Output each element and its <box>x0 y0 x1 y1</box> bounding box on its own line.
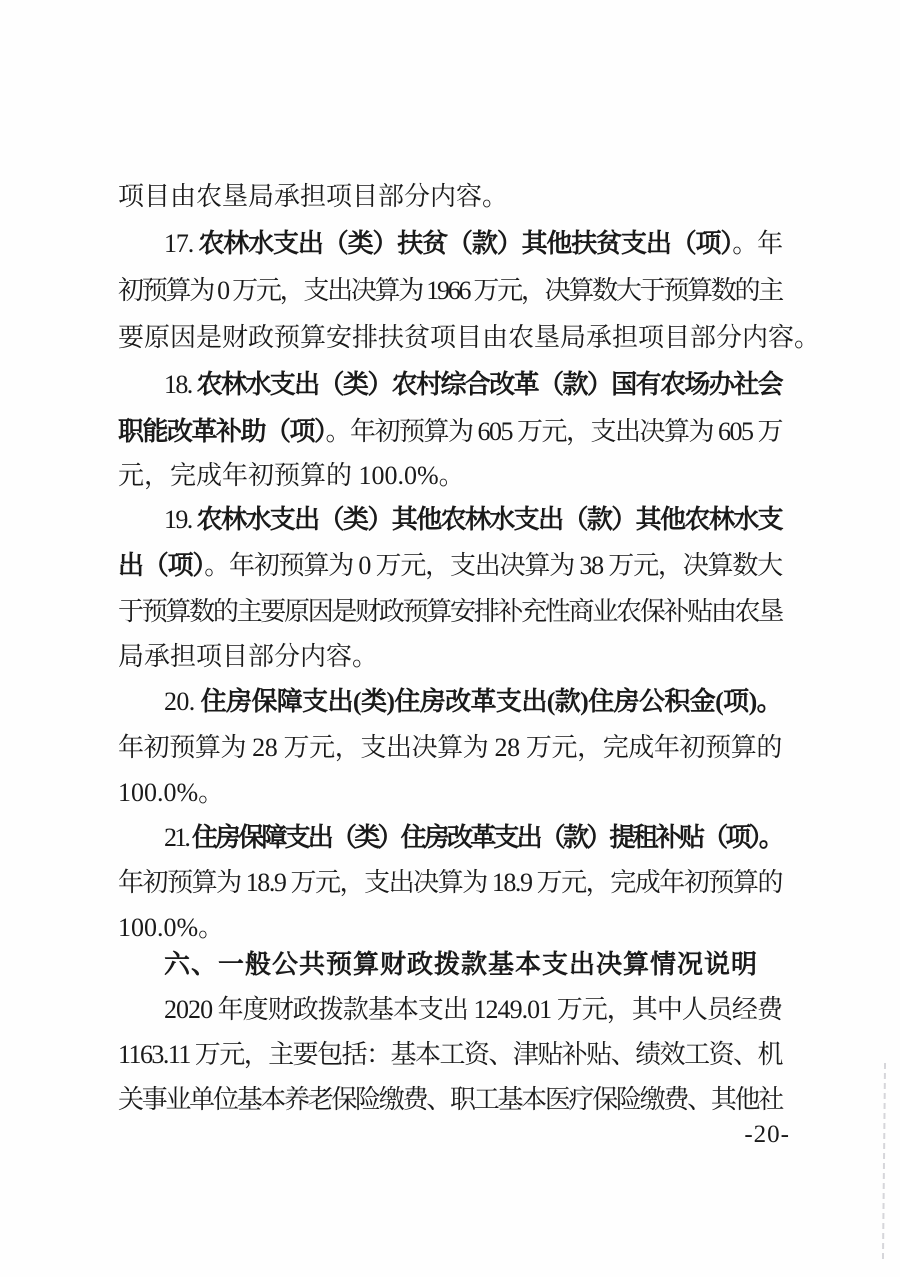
line-content <box>164 947 758 983</box>
text-line <box>118 594 782 630</box>
text-line <box>118 775 782 811</box>
text-line <box>118 367 782 403</box>
text-segment: 农林水支出（类）其他农林水支出（款）其他农林水支 <box>196 505 782 534</box>
text-segment: 职能改革补助（项） <box>118 417 326 446</box>
line-content <box>118 548 782 584</box>
line-content <box>118 414 782 450</box>
text-segment: 六、一般公共预算财政拨款基本支出决算情况说明 <box>164 950 759 979</box>
line-content <box>164 226 782 262</box>
text-segment: 21. <box>164 823 192 852</box>
text-segment: 。年初预算为 605 万元，支出决算为 605 万 <box>325 417 782 446</box>
line-content <box>118 730 782 766</box>
line-content <box>118 775 224 811</box>
text-segment: 项目由农垦局承担项目部分内容。 <box>118 182 509 211</box>
text-segment: 1163.11 万元，主要包括：基本工资、津贴补贴、绩效工资、机 <box>118 1040 782 1069</box>
text-line <box>118 320 821 356</box>
text-segment: 100.0%。 <box>118 913 225 942</box>
line-content <box>118 639 378 675</box>
line-content <box>164 684 782 720</box>
line-content <box>118 273 782 309</box>
line-content <box>164 502 782 538</box>
text-segment: 住房保障支出(类)住房改革支出(款)住房公积金(项)。 <box>200 687 783 716</box>
text-segment: 初预算为 0 万元，支出决算为 1966 万元，决算数大于预算数的主 <box>118 276 782 305</box>
line-content <box>118 594 782 630</box>
line-content <box>164 820 782 856</box>
text-segment: 2020 年度财政拨款基本支出 1249.01 万元，其中人员经费 <box>164 995 782 1024</box>
text-segment: 年初预算为 18.9 万元，支出决算为 18.9 万元，完成年初预算的 <box>118 868 782 897</box>
text-segment: 出（项） <box>118 551 205 580</box>
text-line <box>118 502 782 538</box>
line-content <box>118 179 508 215</box>
text-line <box>118 179 782 215</box>
text-line <box>118 273 782 309</box>
text-segment: 100.0%。 <box>118 778 225 807</box>
line-content <box>118 458 465 494</box>
text-line <box>118 992 782 1028</box>
text-line <box>118 684 782 720</box>
text-line <box>118 1082 782 1118</box>
text-segment: 于预算数的主要原因是财政预算安排补充性商业农保补贴由农垦 <box>118 597 782 626</box>
line-content <box>164 367 782 403</box>
text-segment: 20. <box>164 687 201 716</box>
text-line <box>118 639 782 675</box>
text-segment: 。年初预算为 0 万元，支出决算为 38 万元，决算数大 <box>204 551 782 580</box>
text-line <box>118 458 782 494</box>
text-line <box>118 226 782 262</box>
line-content <box>118 320 820 356</box>
text-segment: 元，完成年初预算的 100.0%。 <box>118 461 465 490</box>
line-content <box>118 1082 782 1118</box>
text-line <box>118 820 782 856</box>
text-segment: 农林水支出（类）农村综合改革（款）国有农场办社会 <box>196 370 782 399</box>
text-line <box>118 910 782 946</box>
text-segment: 17. <box>164 229 199 258</box>
text-line <box>118 865 782 901</box>
text-line <box>118 414 782 450</box>
text-segment: 年初预算为 28 万元，支出决算为 28 万元，完成年初预算的 <box>118 733 782 762</box>
text-line <box>118 548 782 584</box>
line-content <box>118 1037 782 1073</box>
text-segment: 要原因是财政预算安排扶贫项目由农垦局承担项目部分内容。 <box>118 323 821 352</box>
text-segment: 。年 <box>732 229 782 258</box>
section-heading <box>118 947 782 983</box>
text-line <box>118 1037 782 1073</box>
line-content <box>118 910 224 946</box>
text-segment: 关事业单位基本养老保险缴费、职工基本医疗保险缴费、其他社 <box>118 1085 782 1114</box>
page-number: -20- <box>744 1121 790 1148</box>
line-content <box>164 992 782 1028</box>
text-segment: 住房保障支出（类）住房改革支出（款）提租补贴（项）。 <box>191 823 783 852</box>
text-segment: 局承担项目部分内容。 <box>118 642 379 671</box>
text-segment: 18. <box>164 370 197 399</box>
text-segment: 19. <box>164 505 197 534</box>
text-segment: 农林水支出（类）扶贫（款）其他扶贫支出（项） <box>198 229 733 258</box>
line-content <box>118 865 782 901</box>
text-line <box>118 730 782 766</box>
